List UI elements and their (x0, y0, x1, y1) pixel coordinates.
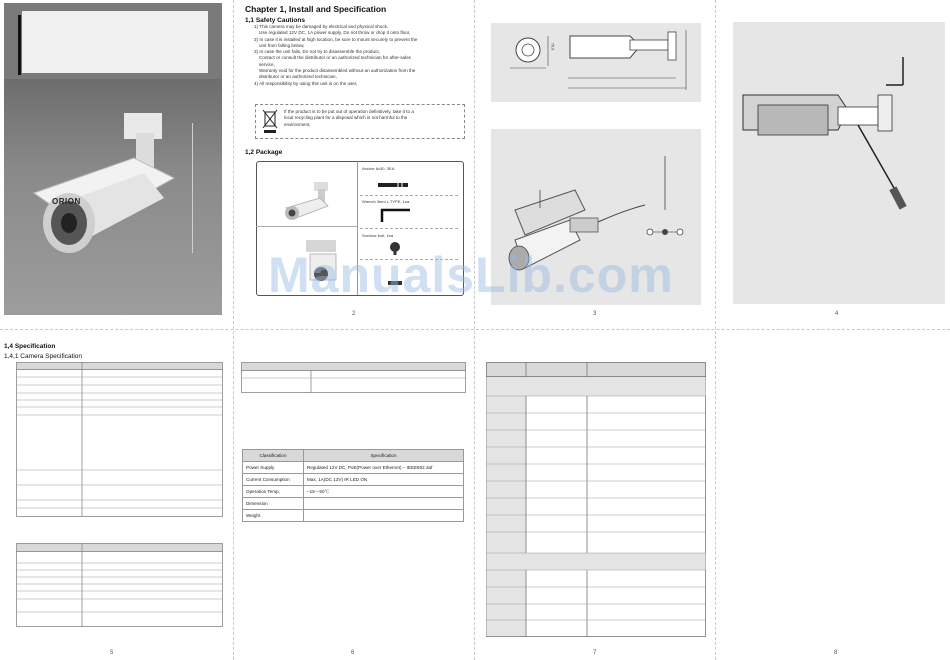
safety-heading: 1,1 Safety Cautions (245, 17, 305, 24)
cover-page (4, 3, 222, 315)
page-number: 7 (593, 650, 597, 656)
spec-heading: 1,4 Specification (4, 343, 56, 350)
table-row (243, 474, 464, 486)
table-cell: Regulated 12V DC, PoE(Power over Ethernet) – IEEE802.3af (304, 462, 464, 474)
watermark: ManualsLib.com (268, 247, 674, 303)
power-spec-table (242, 449, 464, 522)
safety-line: 4) All responsibility by using this unit is on the user, (254, 80, 358, 86)
safety-line: unit from falling below, (259, 42, 305, 48)
network-spec-table (486, 362, 707, 638)
table-header: Classification (243, 450, 304, 462)
page-divider (233, 0, 234, 660)
chapter-title: Chapter 1, Install and Specification (245, 4, 387, 14)
safety-line: Warranty void for the product disassembled without an authorization from the (259, 68, 416, 74)
anchor-icon (378, 180, 412, 190)
package-item: Wrench 3mm L TYPE, 1ea (362, 199, 410, 204)
cover-accent-bar (18, 15, 21, 75)
table-cell: Current Consumption (243, 474, 304, 486)
page-number: 8 (834, 650, 838, 656)
table-cell (304, 510, 464, 522)
page-number: 5 (110, 650, 114, 656)
package-item-separator (360, 228, 458, 229)
camera-spec-table (16, 362, 224, 518)
safety-cautions (254, 24, 466, 87)
page-number: 3 (593, 311, 597, 317)
table-cell: Operation Temp, (243, 486, 304, 498)
package-item: Anchor 6x30, 3EA (362, 166, 395, 171)
page-divider (474, 0, 475, 660)
package-item: Survisor bolt, 1ea (362, 233, 394, 238)
spec-subheading: 1,4,1 Camera Specification (4, 353, 83, 360)
table-header: Specification (304, 450, 464, 462)
table-cell: Weight (243, 510, 304, 522)
recycle-notice (284, 109, 460, 128)
safety-line: 3) In case the unit fails, Do not try to disassemble the product, (254, 49, 380, 55)
table-cell: −15〜50℃ (304, 486, 464, 498)
page-divider (0, 329, 950, 330)
package-divider (256, 226, 357, 227)
table-row (243, 486, 464, 498)
table-row (243, 462, 464, 474)
recycle-line: environment, (284, 121, 311, 127)
lens-spec-table (16, 543, 224, 628)
empty-spec-table (241, 362, 467, 394)
safety-line: service, (259, 61, 275, 67)
table-cell: Max, 1A(DC 12V) IR LED ON (304, 474, 464, 486)
page-number: 2 (352, 311, 356, 317)
safety-line: distributor or an authorized technician, (259, 74, 337, 80)
page-number: 6 (351, 650, 355, 656)
table-cell: Dimension (243, 498, 304, 510)
safety-line: Use regulated 12V DC, 1A power supply, Do not throw or drop it onto floor, (259, 30, 411, 36)
table-row (243, 510, 464, 522)
weee-bin-icon (262, 107, 278, 134)
dimension-drawing (500, 28, 696, 98)
camera-mounting-drawing (738, 55, 943, 225)
safety-line: 1) This camera may be damaged by electrical and physical shock, (254, 24, 389, 29)
camera-package-icon (282, 180, 334, 222)
dimension-label: 76.9 (550, 42, 556, 51)
brand-logo: ORION (52, 197, 81, 206)
cover-header-panel (22, 11, 208, 73)
camera-photo-icon (24, 103, 194, 273)
page-divider (715, 0, 716, 660)
safety-line: Contact or consult the distributor or an authorized technician for after-sales (259, 55, 411, 61)
table-row (243, 498, 464, 510)
page-number: 4 (835, 311, 839, 317)
table-cell: Power Supply (243, 462, 304, 474)
table-cell (304, 498, 464, 510)
package-item-separator (360, 195, 458, 196)
recycle-line: If the product is to be put out of operation definitively, take it to a (284, 109, 414, 114)
package-heading: 1,2 Package (245, 149, 283, 156)
recycle-line: local recycling plant for a disposal which is not harmful to the (284, 115, 408, 121)
wrench-icon (380, 208, 412, 224)
safety-line: 2) In case it is installed at high location, be sure to mount securely to prevent the (254, 36, 418, 42)
